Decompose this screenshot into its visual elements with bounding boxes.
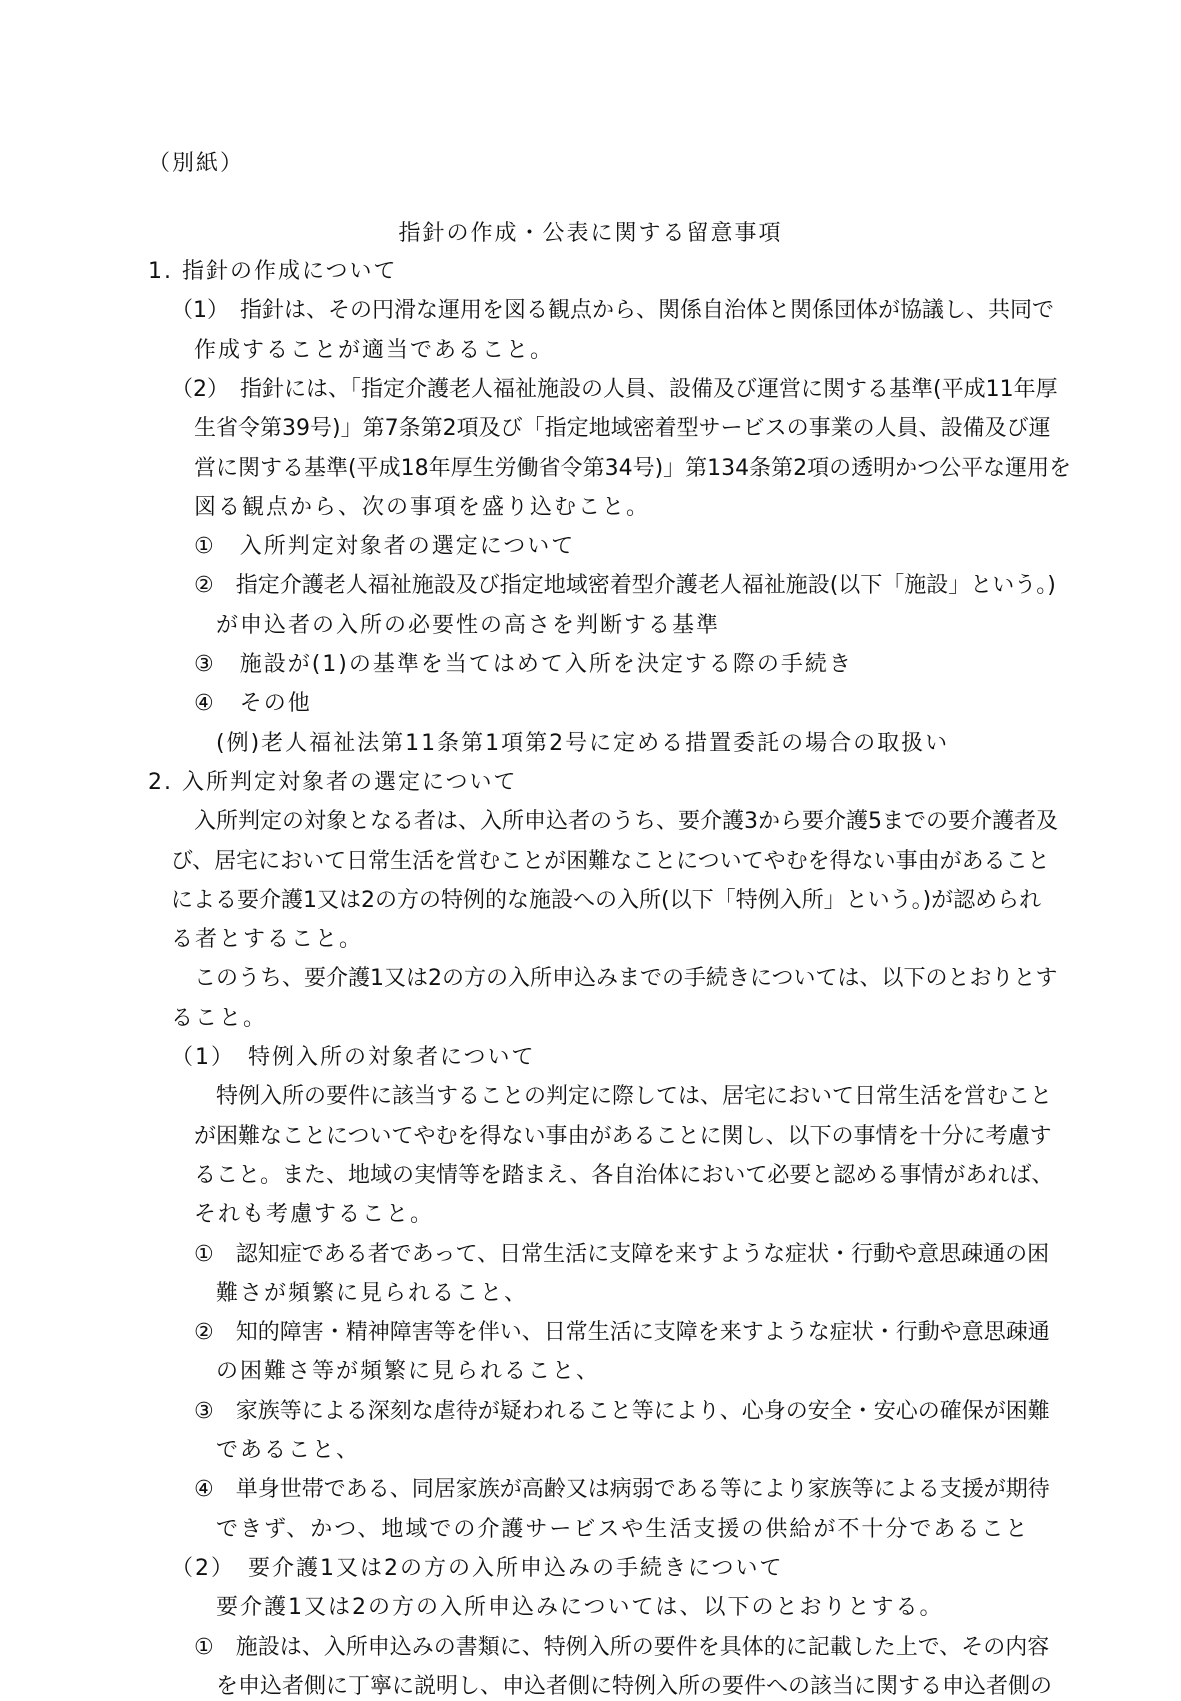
paragraph-line: が申込者の入所の必要性の高さを判断する基準 xyxy=(216,612,721,638)
paragraph-line: (例)老人福祉法第11条第1項第2号に定める措置委託の場合の取扱い xyxy=(216,730,950,756)
paragraph-line: このうち、要介護1又は2の方の入所申込みまでの手続きについては、以下のとおりとす xyxy=(194,966,1058,992)
paragraph-line: 難さが頻繁に見られること、 xyxy=(216,1280,529,1306)
list-item: ① 認知症である者であって、日常生活に支障を来すような症状・行動や意思疎通の困 xyxy=(194,1241,1050,1267)
paragraph-line: 作成することが適当であること。 xyxy=(194,337,555,363)
subsection-heading: （2） 要介護1又は2の方の入所申込みの手続きについて xyxy=(171,1555,784,1581)
paragraph-line: であること、 xyxy=(216,1438,361,1463)
paragraph-line: の困難さ等が頻繁に見られること、 xyxy=(216,1359,601,1385)
paragraph-line: 図る観点から、次の事項を盛り込むこと。 xyxy=(194,494,651,520)
paragraph-line: による要介護1又は2の方の特例的な施設への入所(以下「特例入所」という。)が認められ xyxy=(171,887,1042,913)
paragraph-line: ること。 xyxy=(171,1005,268,1031)
paragraph-line: 生省令第39号)」第7条第2項及び「指定地域密着型サービスの事業の人員、設備及び運 xyxy=(194,416,1051,442)
paragraph-line: る者とすること。 xyxy=(171,927,364,953)
list-item: ① 入所判定対象者の選定について xyxy=(194,534,576,560)
list-item: ① 施設は、入所申込みの書類に、特例入所の要件を具体的に記載した上で、その内容 xyxy=(194,1634,1050,1660)
paragraph-line: 要介護1又は2の方の入所申込みについては、以下のとおりとする。 xyxy=(216,1595,944,1621)
list-item: ③ 施設が(1)の基準を当てはめて入所を決定する際の手続き xyxy=(194,652,853,677)
paragraph-line: が困難なことについてやむを得ない事由があることに関し、以下の事情を十分に考慮す xyxy=(194,1123,1052,1149)
paragraph-line: （1） 指針は、その円滑な運用を図る観点から、関係自治体と関係団体が協議し、共同で xyxy=(171,298,1054,324)
section-heading: 2. 入所判定対象者の選定について xyxy=(148,769,518,795)
list-item: ④ その他 xyxy=(194,691,312,717)
paragraph-line: （2） 指針には、「指定介護老人福祉施設の人員、設備及び運営に関する基準(平成11年厚 xyxy=(171,376,1058,402)
paragraph-line: び、居宅において日常生活を営むことが困難なことについてやむを得ない事由があること xyxy=(171,848,1050,874)
paragraph-line: それも考慮すること。 xyxy=(194,1202,435,1228)
subsection-heading: （1） 特例入所の対象者について xyxy=(171,1045,536,1070)
paragraph-line: を申込者側に丁寧に説明し、申込者側に特例入所の要件への該当に関する申込者側の xyxy=(216,1673,1053,1699)
section-heading: 1. 指針の作成について xyxy=(148,259,398,284)
paragraph-line: できず、かつ、地域での介護サービスや生活支援の供給が不十分であること xyxy=(216,1516,1030,1542)
paragraph-line: ること。また、地域の実情等を踏まえ、各自治体において必要と認める事情があれば、 xyxy=(194,1162,1054,1188)
appendix-label: （別紙） xyxy=(148,151,245,176)
list-item: ④ 単身世帯である、同居家族が高齢又は病弱である等により家族等による支援が期待 xyxy=(194,1477,1050,1503)
document-title: 指針の作成・公表に関する留意事項 xyxy=(398,221,783,246)
paragraph-line: 特例入所の要件に該当することの判定に際しては、居宅において日常生活を営むこと xyxy=(216,1084,1053,1110)
list-item: ③ 家族等による深刻な虐待が疑われること等により、心身の安全・安心の確保が困難 xyxy=(194,1398,1050,1424)
paragraph-line: 営に関する基準(平成18年厚生労働省令第34号)」第134条第2項の透明かつ公平な運用を xyxy=(194,455,1072,481)
list-item: ② 指定介護老人福祉施設及び指定地域密着型介護老人福祉施設(以下「施設」という。) xyxy=(194,573,1056,599)
list-item: ② 知的障害・精神障害等を伴い、日常生活に支障を来すような症状・行動や意思疎通 xyxy=(194,1320,1050,1346)
paragraph-line: 入所判定の対象となる者は、入所申込者のうち、要介護3から要介護5までの要介護者及 xyxy=(194,809,1058,835)
